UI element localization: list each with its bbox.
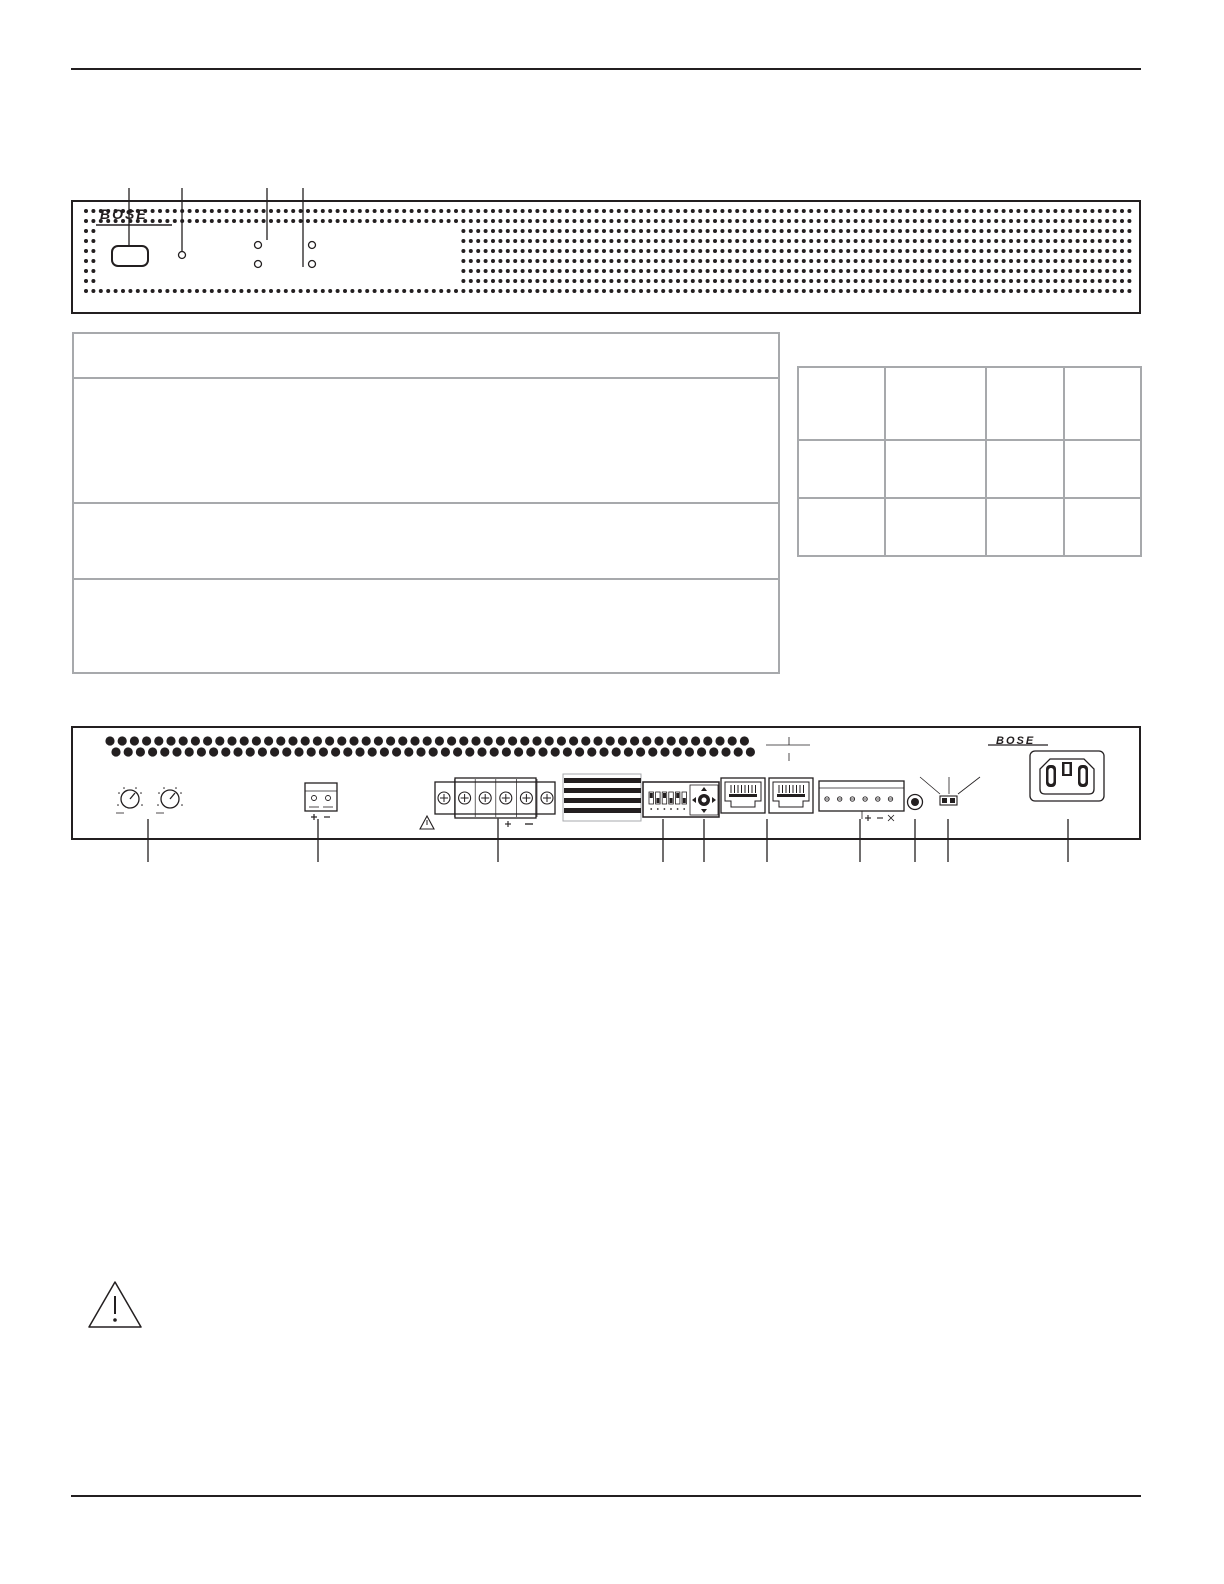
status-grid-table <box>797 366 1142 557</box>
status-led-icon <box>255 261 262 268</box>
table-row <box>74 502 778 504</box>
jack-icon <box>908 795 923 810</box>
iec-power-inlet-icon <box>1030 751 1104 801</box>
table-cell <box>798 498 885 556</box>
led-description-table <box>72 332 780 674</box>
table-row <box>798 498 1141 556</box>
header-rule <box>71 68 1141 70</box>
signal-led-icon <box>309 242 316 249</box>
table-row <box>74 578 778 580</box>
table-cell <box>1064 367 1141 440</box>
power-led-icon <box>179 252 186 259</box>
front-panel-diagram <box>60 180 1160 320</box>
signal-led-icon <box>309 261 316 268</box>
table-cell <box>798 367 885 440</box>
table-row <box>74 377 778 379</box>
front-bose-logo: BOSE <box>100 206 148 222</box>
rear-bose-logo: BOSE <box>996 735 1036 747</box>
table-cell <box>986 498 1064 556</box>
table-row <box>798 367 1141 440</box>
warning-triangle-icon <box>86 1280 144 1330</box>
table-cell <box>885 440 986 498</box>
rj45-port-icon <box>769 778 813 813</box>
table-cell <box>986 367 1064 440</box>
table-row <box>798 440 1141 498</box>
footer-rule <box>71 1495 1141 1497</box>
table-cell <box>986 440 1064 498</box>
label-plate <box>563 774 641 821</box>
table-cell <box>1064 440 1141 498</box>
table-cell <box>798 440 885 498</box>
status-led-icon <box>255 242 262 249</box>
table-cell <box>1064 498 1141 556</box>
table-cell <box>885 367 986 440</box>
rear-panel-diagram <box>60 715 1160 875</box>
dip-switch-icon <box>643 782 719 817</box>
rj45-port-icon <box>721 778 765 813</box>
power-button-icon <box>112 246 148 266</box>
table-cell <box>885 498 986 556</box>
